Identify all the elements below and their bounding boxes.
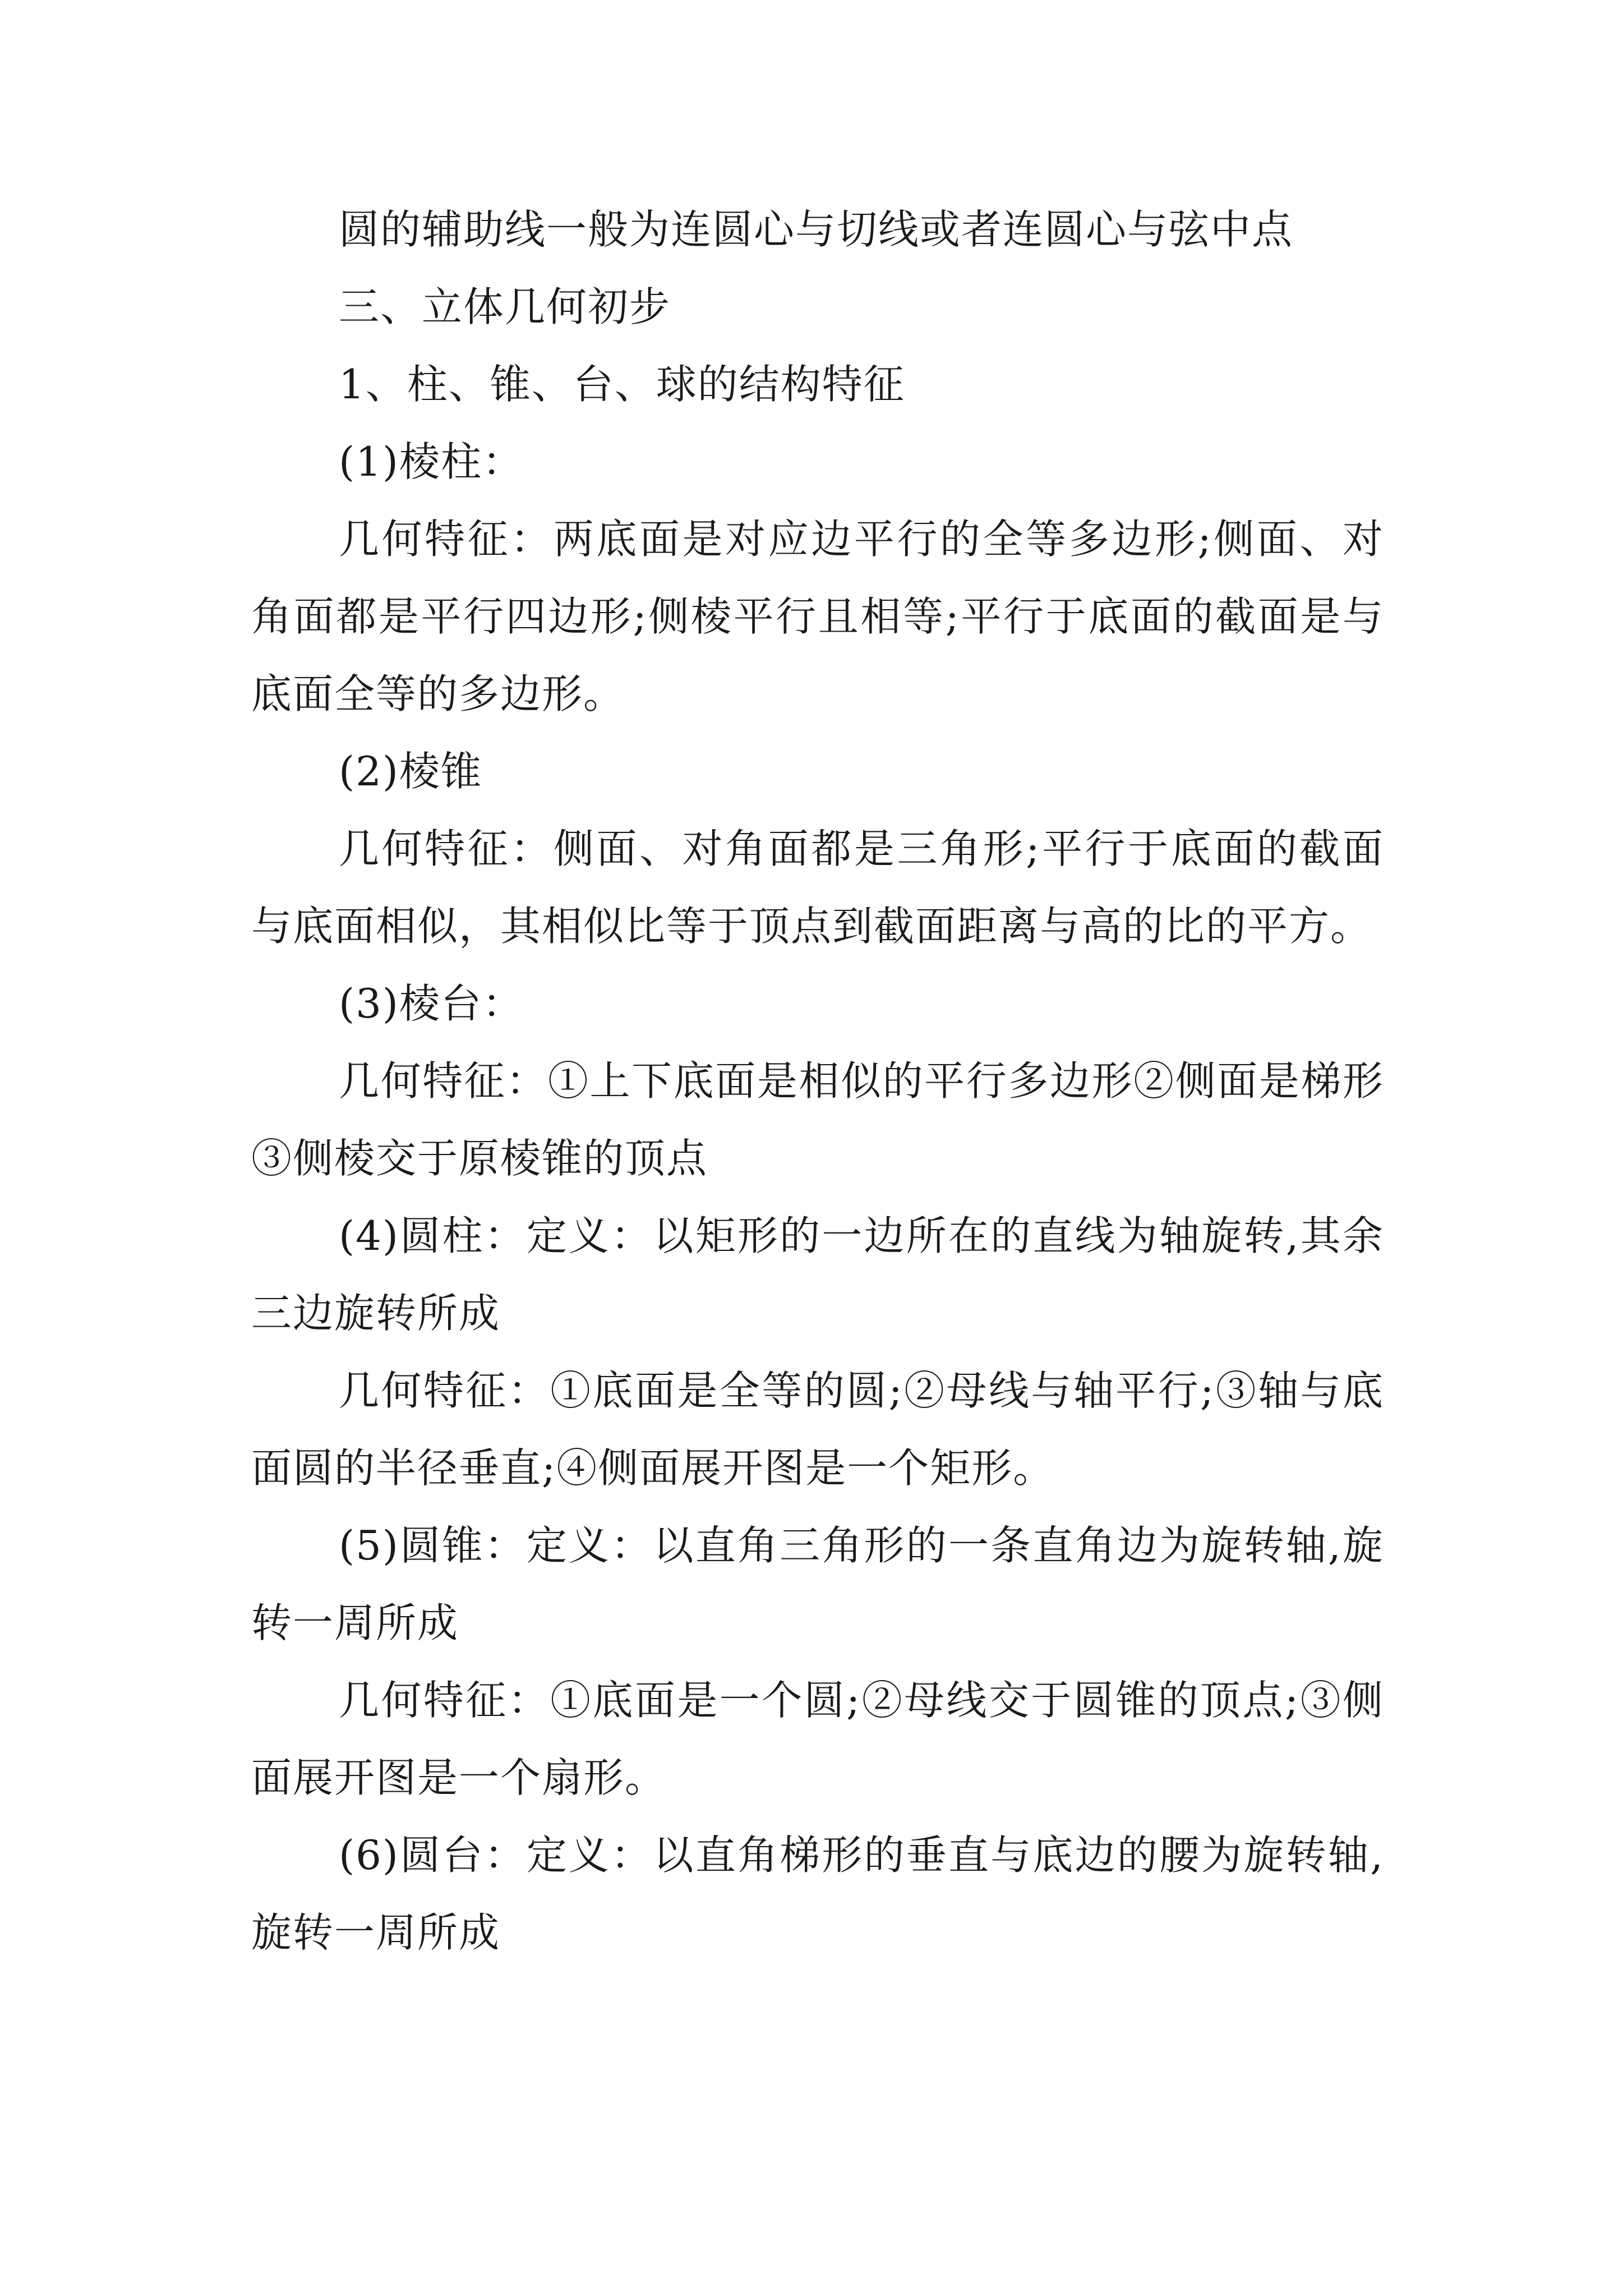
paragraph-cylinder-definition: (4)圆柱：定义：以矩形的一边所在的直线为轴旋转,其余三边旋转所成 [251, 1212, 1384, 1337]
paragraph-cone-features: 几何特征：①底面是一个圆;②母线交于圆锥的顶点;③侧面展开图是一个扇形。 [251, 1677, 1384, 1801]
item-heading-pyramid: (2)棱锥 [339, 748, 482, 795]
paragraph-cone-definition: (5)圆锥：定义：以直角三角形的一条直角边为旋转轴,旋转一周所成 [251, 1522, 1384, 1646]
item-heading-prism: (1)棱柱： [339, 438, 524, 485]
paragraph-prism-features: 几何特征：两底面是对应边平行的全等多边形;侧面、对角面都是平行四边形;侧棱平行且相等;平行于底面的截面是与底面全等的多边形。 [251, 516, 1384, 717]
paragraph-circle-auxiliary-line: 圆的辅助线一般为连圆心与切线或者连圆心与弦中点 [339, 206, 1294, 253]
paragraph-truncated-cone-definition: (6)圆台：定义：以直角梯形的垂直与底边的腰为旋转轴,旋转一周所成 [251, 1832, 1384, 1956]
section-heading-solid-geometry: 三、立体几何初步 [339, 283, 671, 330]
paragraph-frustum-features: 几何特征：①上下底面是相似的平行多边形②侧面是梯形③侧棱交于原棱锥的顶点 [251, 1057, 1384, 1182]
document-body [251, 191, 1384, 1971]
paragraph-pyramid-features: 几何特征：侧面、对角面都是三角形;平行于底面的截面与底面相似，其相似比等于顶点到截面距离与高的比的平方。 [251, 825, 1384, 950]
subheading-structure-features: 1、柱、锥、台、球的结构特征 [339, 361, 905, 408]
paragraph-cylinder-features: 几何特征：①底面是全等的圆;②母线与轴平行;③轴与底面圆的半径垂直;④侧面展开图是一个矩形。 [251, 1367, 1384, 1492]
item-heading-frustum: (3)棱台： [339, 980, 524, 1027]
